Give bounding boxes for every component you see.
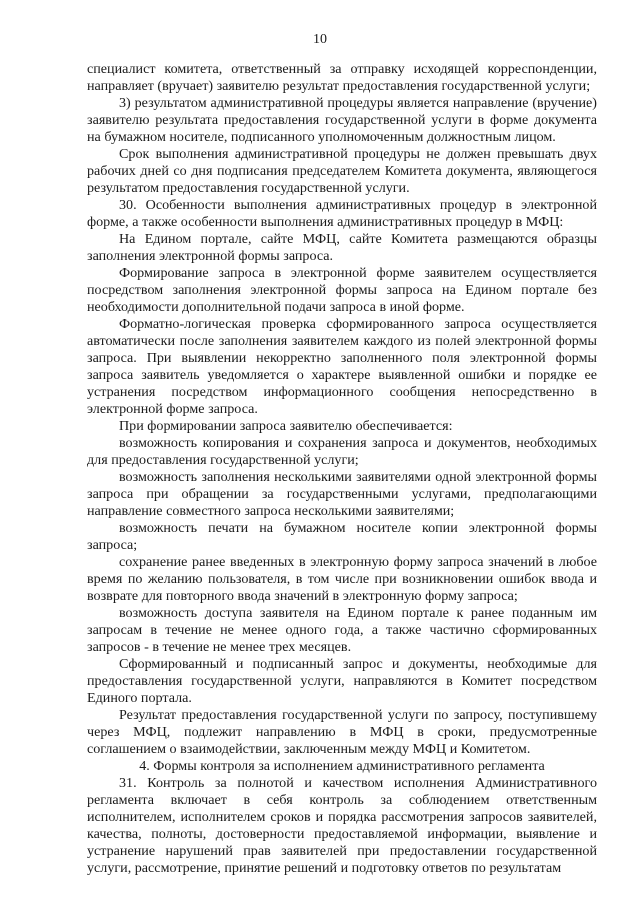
paragraph: 31. Контроль за полнотой и качеством исполнения Административного регламента включает в себя контроль за соблюдением ответственным исполнителем, исполнителем сроков и порядка рассмотрения запросов заявителей, качества, полноты, достоверности предоставляемой информации, выявление и устранение нарушений прав заявителей при предоставлении государственной услуги, рассмотрение, принятие решений и подготовку ответов по результатам [87, 775, 597, 876]
paragraph: На Едином портале, сайте МФЦ, сайте Комитета размещаются образцы заполнения электронной формы запроса. [87, 231, 597, 264]
paragraph: возможность копирования и сохранения запроса и документов, необходимых для предоставления государственной услуги; [87, 435, 597, 468]
paragraph: Формирование запроса в электронной форме заявителем осуществляется посредством заполнения электронной формы запроса на Едином портале без необходимости дополнительной подачи запроса в иной форме. [87, 265, 597, 315]
document-body [87, 61, 597, 877]
paragraph: возможность заполнения несколькими заявителями одной электронной формы запроса при обращении за государственными услугами, предполагающими направление совместного запроса несколькими заявителями; [87, 469, 597, 519]
paragraph: сохранение ранее введенных в электронную форму запроса значений в любое время по желанию пользователя, в том числе при возникновении ошибок ввода и возврате для повторного ввода значений в электронную форму запроса; [87, 554, 597, 604]
paragraph: 30. Особенности выполнения административных процедур в электронной форме, а также особенности выполнения административных процедур в МФЦ: [87, 197, 597, 230]
paragraph: Срок выполнения административной процедуры не должен превышать двух рабочих дней со дня подписания председателем Комитета документа, являющегося результатом предоставления государственной услуги. [87, 146, 597, 196]
paragraph: специалист комитета, ответственный за отправку исходящей корреспонденции, направляет (вручает) заявителю результат предоставления государственной услуги; [87, 61, 597, 94]
paragraph: 3) результатом административной процедуры является направление (вручение) заявителю результата предоставления государственной услуги в форме документа на бумажном носителе, подписанного уполномоченным должностным лицом. [87, 95, 597, 145]
paragraph: При формировании запроса заявителю обеспечивается: [119, 418, 453, 434]
section-heading: 4. Формы контроля за исполнением административного регламента [139, 758, 545, 774]
page-number: 10 [313, 32, 327, 47]
paragraph: возможность печати на бумажном носителе копии электронной формы запроса; [87, 520, 597, 553]
paragraph: возможность доступа заявителя на Едином портале к ранее поданным им запросам в течение не менее одного года, а также частично сформированных запросов - в течение не менее трех месяцев. [87, 605, 597, 655]
paragraph: Форматно-логическая проверка сформированного запроса осуществляется автоматически после заполнения заявителем каждого из полей электронной формы запроса. При выявлении некорректно заполненного поля электронной формы запроса заявитель уведомляется о характере выявленной ошибки и порядке ее устранения посредством информационного сообщения непосредственно в электронной форме запроса. [87, 316, 597, 417]
paragraph: Сформированный и подписанный запрос и документы, необходимые для предоставления государственной услуги, направляются в Комитет посредством Единого портала. [87, 656, 597, 706]
paragraph: Результат предоставления государственной услуги по запросу, поступившему через МФЦ, подлежит направлению в МФЦ в сроки, предусмотренные соглашением о взаимодействии, заключенным между МФЦ и Комитетом. [87, 707, 597, 757]
